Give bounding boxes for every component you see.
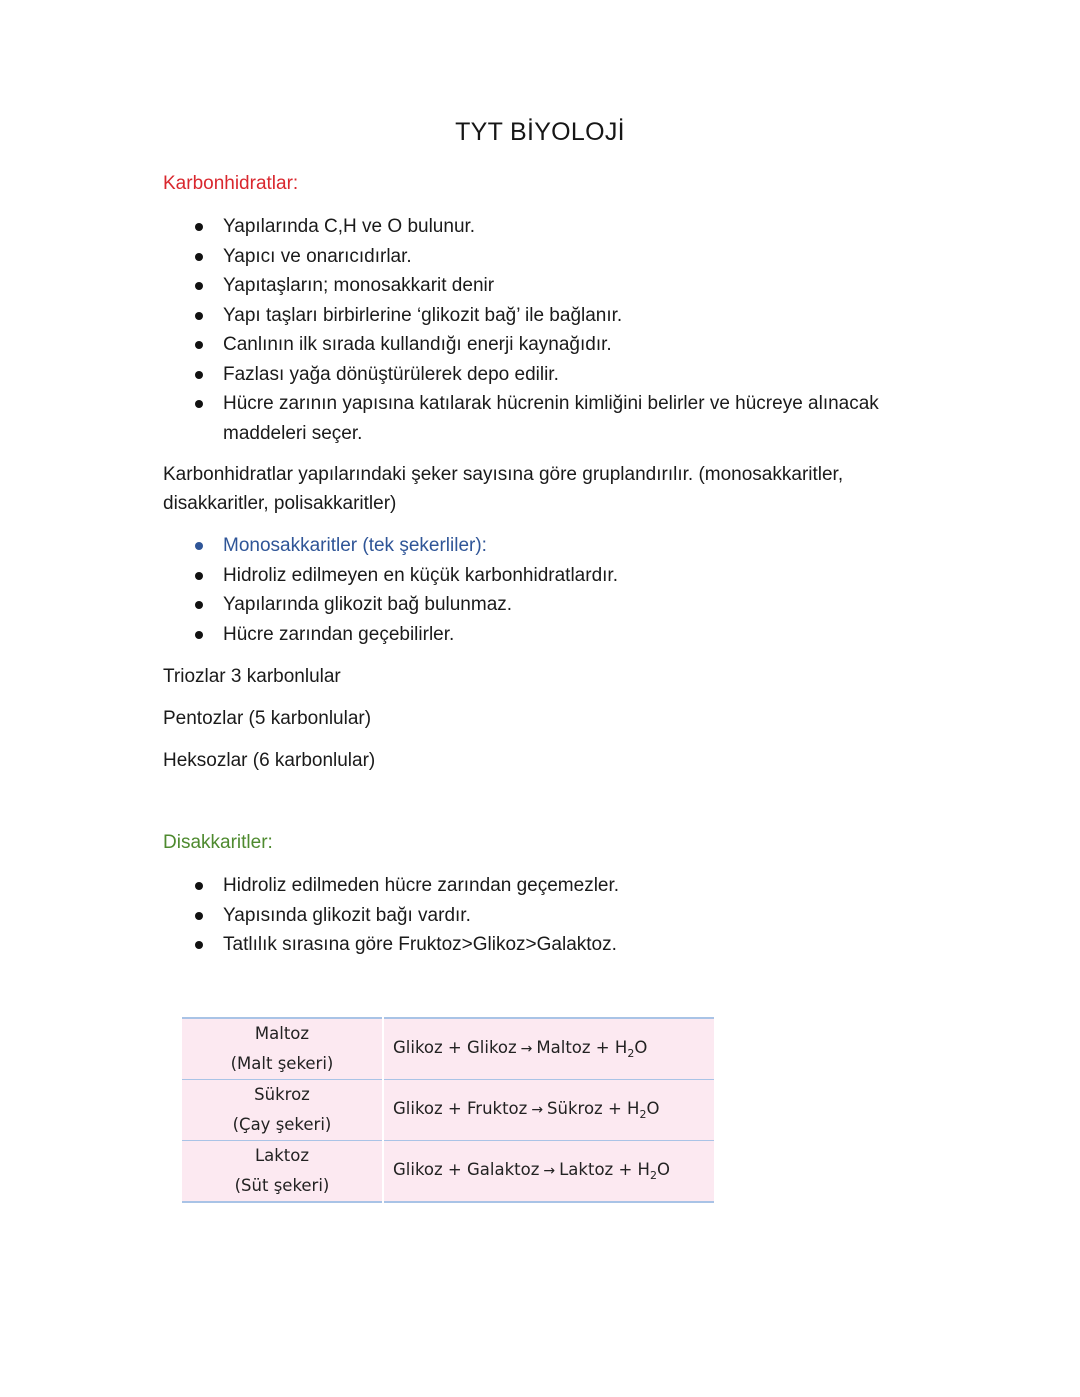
disaccharide-table (182, 1017, 714, 1203)
carbohydrates-heading: Karbonhidratlar: (163, 173, 299, 194)
reactants: Glikoz + Fruktoz (393, 1099, 528, 1118)
list-item (163, 389, 923, 448)
list-item-text: Canlının ilk sırada kullandığı enerji kaynağıdır. (223, 334, 612, 355)
list-item (163, 271, 923, 301)
heksoz-line: Heksozlar (6 karbonlular) (163, 750, 376, 771)
bullet-icon (195, 542, 203, 550)
disaccharides-list (163, 871, 923, 960)
reaction-cell (383, 1141, 714, 1203)
sugar-common-name: (Süt şekeri) (234, 1176, 330, 1195)
product: Maltoz + (536, 1038, 610, 1057)
arrow-icon: → (520, 1041, 533, 1057)
bullet-icon (195, 912, 203, 920)
water-formula: $H_2O$ (637, 1160, 670, 1182)
trioz-line: Triozlar 3 karbonlular (163, 666, 341, 687)
list-item (163, 561, 923, 591)
arrow-icon: → (531, 1102, 544, 1118)
disaccharides-heading: Disakkaritler: (163, 832, 273, 853)
list-item-text: Fazlası yağa dönüştürülerek depo edilir. (223, 363, 559, 385)
sugar-name-cell (182, 1141, 383, 1203)
list-item (163, 901, 923, 931)
list-item-text: Monosakkaritler (tek şekerliler): (223, 535, 487, 556)
list-item-text: Hücre zarının yapısına katılarak hücrenin kimliğini belirler ve hücreye alınacak maddeleri seçer. (223, 393, 879, 444)
product: Sükroz + (547, 1099, 622, 1118)
pentoz-line: Pentozlar (5 karbonlular) (163, 708, 372, 729)
sugar-common-name: (Çay şekeri) (232, 1115, 332, 1134)
list-item (163, 330, 923, 360)
bullet-icon (195, 882, 203, 890)
list-item-text: Yapıtaşların; monosakkarit denir (223, 275, 495, 296)
page-title: TYT BİYOLOJİ (455, 118, 625, 146)
list-item-text: Yapılarında C,H ve O bulunur. (223, 216, 476, 237)
list-item (163, 590, 923, 620)
list-item-text: Hidroliz edilmeden hücre zarından geçemezler. (223, 875, 620, 896)
sugar-name-cell (182, 1018, 383, 1080)
bullet-icon (195, 371, 203, 379)
water-formula: $H_2O$ (614, 1038, 648, 1060)
sugar-name-cell (182, 1080, 383, 1141)
list-item (163, 360, 923, 390)
bullet-icon (195, 631, 203, 639)
list-item (163, 930, 923, 960)
list-item (163, 301, 923, 331)
bullet-icon (195, 400, 203, 408)
list-item-text: Tatlılık sırasına göre Fruktoz>Glikoz>Galaktoz. (223, 934, 617, 955)
list-item-text: Hidroliz edilmeyen en küçük karbonhidratlardır. (223, 564, 618, 586)
list-item-text: Yapı taşları birbirlerine ‘glikozit bağ’ ile bağlanır. (223, 304, 623, 326)
list-item-text: Yapısında glikozit bağı vardır. (223, 904, 471, 926)
bullet-icon (195, 601, 203, 609)
bullet-icon (195, 312, 203, 320)
grouping-paragraph: Karbonhidratlar yapılarındaki şeker sayısına göre gruplandırılır. (monosakkaritler, disakkaritler, polisakkaritler) (163, 464, 844, 514)
table-row (182, 1141, 714, 1203)
bullet-icon (195, 941, 203, 949)
list-item (163, 620, 923, 650)
list-item (163, 212, 923, 242)
product: Laktoz + (559, 1160, 633, 1179)
sugar-common-name: (Malt şekeri) (230, 1054, 334, 1073)
sugar-name: Laktoz (254, 1146, 310, 1165)
bullet-icon (195, 282, 203, 290)
reaction-cell (383, 1018, 714, 1080)
bullet-icon (195, 572, 203, 580)
list-item-text: Yapıcı ve onarıcıdırlar. (223, 245, 412, 267)
bullet-icon (195, 253, 203, 261)
bullet-icon (195, 223, 203, 231)
reactants: Glikoz + Glikoz (393, 1038, 517, 1057)
water-formula: $H_2O$ (627, 1099, 660, 1121)
sugar-name: Maltoz (254, 1024, 310, 1043)
bullet-icon (195, 341, 203, 349)
reaction-cell (383, 1080, 714, 1141)
list-item-text: Yapılarında glikozit bağ bulunmaz. (223, 594, 513, 615)
arrow-icon: → (543, 1163, 556, 1179)
list-item (163, 871, 923, 901)
monosaccharides-list (163, 531, 923, 649)
table-row (182, 1018, 714, 1080)
table-row (182, 1080, 714, 1141)
reactants: Glikoz + Galaktoz (393, 1160, 540, 1179)
list-item-text: Hücre zarından geçebilirler. (223, 623, 455, 645)
sugar-name: Sükroz (254, 1085, 310, 1104)
list-item (163, 242, 923, 272)
monosaccharides-heading (163, 531, 923, 561)
carbohydrates-list (163, 212, 923, 448)
